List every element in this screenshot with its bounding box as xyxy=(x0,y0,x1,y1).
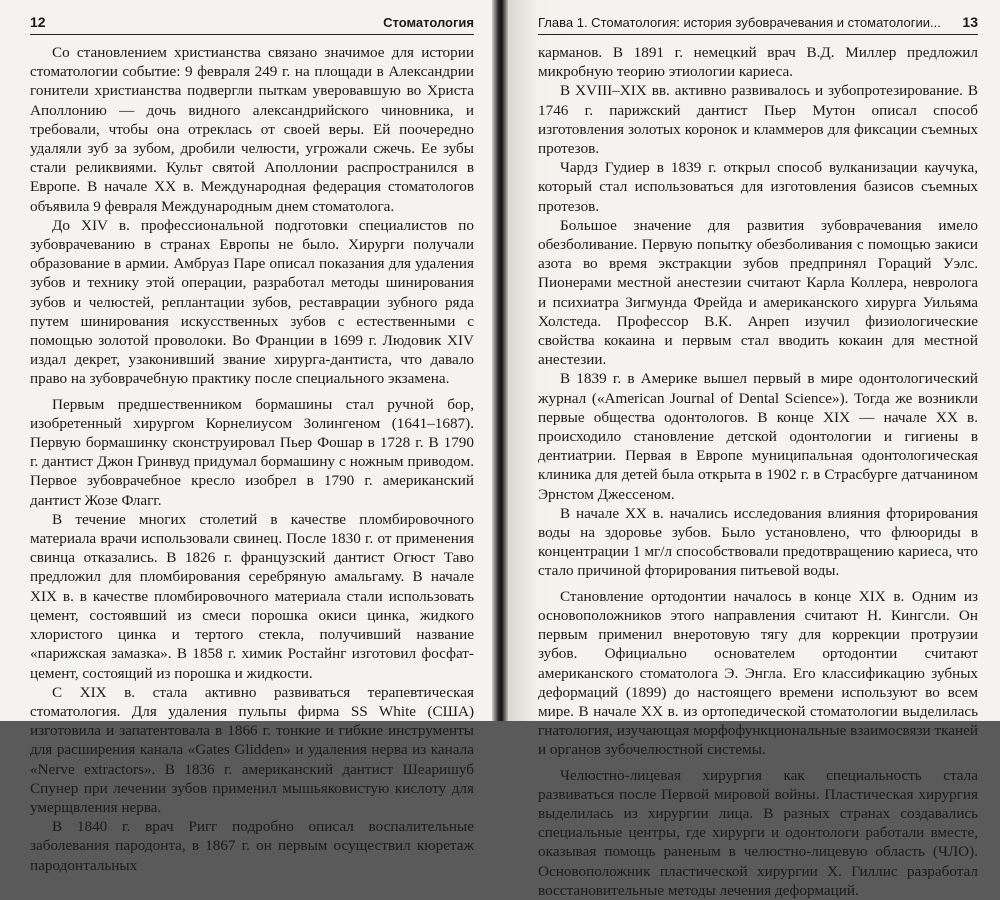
right-page xyxy=(508,0,1000,899)
left-paragraph: До XIV в. профессиональной подготовки специалистов по зубоврачеванию в странах Европы не было. Хирурги получали образование в армии. Амбруаз Паре описал показания для удаления зубов и технику этой операции, разработал методы шинирования зубов и челюстей, реплантации зубов, реставрации зубного ряда путем шинирования искусственных зубов с естественными с помощью золотой проволоки. Во Франции в 1699 г. Людовик XIV издал декрет, узаконивший звание хирурга-дантиста, что давало право на зубоврачебную практику после специального экзамена. xyxy=(30,216,474,388)
left-page-number: 12 xyxy=(30,14,46,30)
right-paragraph: карманов. В 1891 г. немецкий врач В.Д. Миллер предложил микробную теорию этиологии кариеса. xyxy=(538,44,978,81)
left-paragraph: В 1840 г. врач Ригг подробно описал воспалительные заболевания пародонта, в 1867 г. он первым осуществил кюретаж пародонтальных xyxy=(30,818,474,874)
right-running-title: Глава 1. Стоматология: история зубоврачевания и стоматологии... xyxy=(538,15,941,30)
right-paragraph: Становление ортодонтии началось в конце XIX в. Одним из основоположников этого направления считают Н. Кингсли. Он первым применил внеротовую тягу для коррекции протрузии зубов. Официально основателем ортодонтии считают американского стоматолога Э. Энгла. Его классификацию зубных деформаций (1899) до настоящего времени используют во всем мире. В начале XX в. из ортопедической стоматологии выделилась гнатология, изучающая морфофункциональные взаимосвязи тканей и органов зубочелюстной системы. xyxy=(538,587,978,759)
right-page-header xyxy=(538,14,978,35)
right-paragraph: Челюстно-лицевая хирургия как специальность стала развиваться после Первой мировой войны. Пластическая хирургия выделилась из хирургии лица. В разных странах создавались специальные центры, где хирурги и одонтологи работали вместе, оказывая помощь раненым в челюстно-лицевую область (ЧЛО). Основоположник пластической хирургии Х. Гиллис разработал восстановительные методы лечения деформаций. xyxy=(538,766,978,899)
right-paragraph: В XVIII–XIX вв. активно развивалось и зубопротезирование. В 1746 г. парижский дантист Пьер Мутон описал способ изготовления золотых коронок и кламмеров для фиксации съемных протезов. xyxy=(538,82,978,158)
left-page xyxy=(0,0,492,874)
left-paragraph: Со становлением христианства связано значимое для истории стоматологии событие: 9 февраля 249 г. на площади в Александрии гонители христианства подвергли пыткам уверовавшую во Христа Аполлонию — дочь видного александрийского чиновника, и требовали, чтобы она отреклась от своей веры. Ей поочередно удаляли зуб за зубом, дробили челюсти, угрожали сжечь. Ее зубы стали реликвиями. Культ святой Аполлонии распространился в Европе. В начале XX в. Международная федерация стоматологов объявила 9 февраля Международным днем стоматолога. xyxy=(30,44,474,215)
left-paragraph: В течение многих столетий в качестве пломбировочного материала врачи использовали свинец. После 1830 г. от применения свинца отказались. В 1826 г. французский дантист Огюст Таво предложил для пломбирования серебряную амальгаму. В начале XIX в. в качестве пломбировочного материала стали использовать цемент, состоявший из смеси порошка окиси цинка, жидкого хлористого цинка и тертого стекла, получивший название «парижская замазка». В 1858 г. химик Ростайнг изготовил фосфат-цемент, состоящий из порошка и жидкости. xyxy=(30,510,474,682)
left-paragraph: С XIX в. стала активно развиваться терапевтическая стоматология. Для удаления пульпы фирма SS White (США) изготовила и запатентовала в 1866 г. тонкие и гибкие инструменты для расширения канала «Gates Glidden» и удаления нерва из канала «Nerve extractors». В 1836 г. американский дантист Шеаришуб Спунер при лечении зубов применил мышьяковистую кислоту для умерщвления нерва. xyxy=(30,683,474,816)
left-page-header xyxy=(30,14,474,35)
book-spine-gutter xyxy=(492,0,508,721)
right-paragraph: Чардз Гудиер в 1839 г. открыл способ вулканизации каучука, который стал использоваться для изготовления базисов съемных протезов. xyxy=(538,159,978,215)
right-page-number: 13 xyxy=(962,14,978,30)
right-paragraph: Большое значение для развития зубоврачевания имело обезболивание. Первую попытку обезболивания с помощью закиси азота во время экстракции зубов предпринял Гораций Уэлс. Пионерами местной анестезии считают Карла Коллера, невролога и психиатра Зигмунда Фрейда и американского хирурга Уильяма Холстеда. Профессор В.К. Анреп изучил физиологические свойства кокаина и первым стал вводить кокаин для местной анестезии. xyxy=(538,216,978,369)
left-paragraph: Первым предшественником бормашины стал ручной бор, изобретенный хирургом Корнелиусом Золингеном (1641–1687). Первую бормашинку сконструировал Пьер Фошар в 1728 г. В 1790 г. дантист Джон Гринвуд придумал бормашину с ножным приводом. Первое зубоврачебное кресло изобрел в 1790 г. американский дантист Жозе Флагг. xyxy=(30,395,474,509)
left-running-title: Стоматология xyxy=(383,15,474,30)
right-paragraph: В начале XX в. начались исследования влияния фторирования воды на здоровье зубов. Было установлено, что флюориды в концентрации 1 мг/л способствовали предотвращению кариеса, что стало причиной фторирования питьевой воды. xyxy=(538,504,978,580)
right-paragraph: В 1839 г. в Америке вышел первый в мире одонтологический журнал («American Journal of Dental Science»). Тогда же возникли первые общества одонтологов. В конце XIX — начале XX в. происходило становление детской одонтологии и гигиены в дентиатрии. Первая в Европе муниципальная одонтологическая клиника для детей была открыта в 1902 г. в Страсбурге датчанином Эрнстом Джессеном. xyxy=(538,370,978,503)
